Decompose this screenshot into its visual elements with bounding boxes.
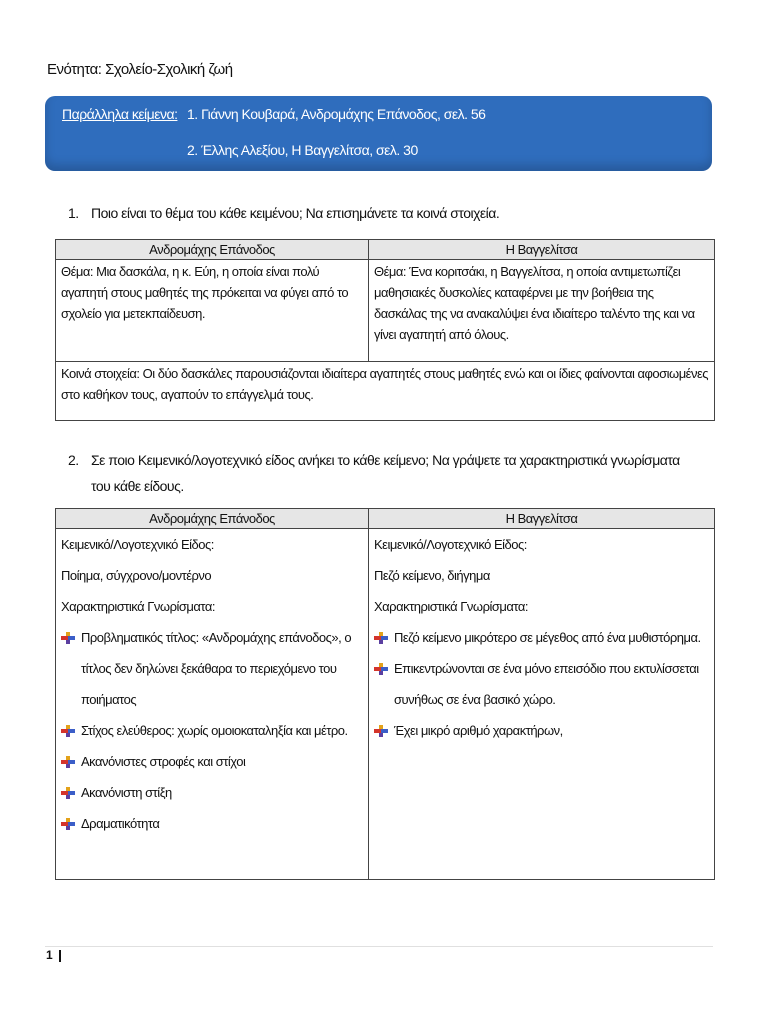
column-header: Ανδρομάχης Επάνοδος xyxy=(56,240,369,260)
theme-table xyxy=(55,239,715,421)
multicolor-plus-bullet-icon xyxy=(61,756,75,768)
genre-cell-right xyxy=(369,529,715,880)
column-header: Η Βαγγελίτσα xyxy=(369,509,715,529)
feature-text: Ακανόνιστη στίξη xyxy=(81,785,172,800)
theme-cell: Θέμα: Μια δασκάλα, η κ. Εύη, η οποία είναι πολύ αγαπητή στους μαθητές της πρόκειται να φύγει από το σχολείο για μετεκπαίδευση. xyxy=(61,264,349,321)
list-item xyxy=(61,808,363,839)
feature-text: Έχει μικρό αριθμό χαρακτήρων, xyxy=(394,723,563,738)
footer-divider xyxy=(45,946,713,947)
genre-label: Κειμενικό/Λογοτεχνικό Είδος: xyxy=(374,537,527,552)
list-item xyxy=(374,622,709,653)
multicolor-plus-bullet-icon xyxy=(61,725,75,737)
theme-cell: Θέμα: Ένα κοριτσάκι, η Βαγγελίτσα, η οποία αντιμετωπίζει μαθησιακές δυσκολίες καταφέρνει με την βοήθεια της δασκάλας της να ανακαλύψει ένα ιδιαίτερο ταλέντο της και να γίνει αγαπητή από όλους. xyxy=(374,264,695,342)
multicolor-plus-bullet-icon xyxy=(61,818,75,830)
multicolor-plus-bullet-icon xyxy=(61,787,75,799)
genre-cell-left xyxy=(56,529,369,880)
list-item xyxy=(61,746,363,777)
banner-label: Παράλληλα κείμενα: xyxy=(62,106,178,122)
question-text: Ποιο είναι το θέμα του κάθε κειμένου; Να επισημάνετε τα κοινά στοιχεία. xyxy=(91,205,500,221)
question-number: 1. xyxy=(68,205,79,221)
genre-table xyxy=(55,508,715,880)
feature-text: Δραματικότητα xyxy=(81,816,160,831)
feature-text: Στίχος ελεύθερος: χωρίς ομοιοκαταληξία και μέτρο. xyxy=(81,723,348,738)
list-item xyxy=(61,777,363,808)
question-text: Σε ποιο Κειμενικό/λογοτεχνικό είδος ανήκει το κάθε κείμενο; Να γράψετε τα χαρακτηριστικά γνωρίσματα του κάθε είδους. xyxy=(91,452,680,494)
genre-value: Πεζό κείμενο, διήγημα xyxy=(374,568,490,583)
feature-text: Προβληματικός τίτλος: «Ανδρομάχης επάνοδος», ο τίτλος δεν δηλώνει ξεκάθαρα το περιεχόμενο του ποιήματος xyxy=(81,630,352,707)
column-header: Η Βαγγελίτσα xyxy=(369,240,715,260)
unit-title: Ενότητα: Σχολείο-Σχολική ζωή xyxy=(47,61,233,78)
list-item xyxy=(61,715,363,746)
page-number-separator xyxy=(59,950,61,962)
multicolor-plus-bullet-icon xyxy=(374,632,388,644)
list-item xyxy=(374,653,709,715)
column-header: Ανδρομάχης Επάνοδος xyxy=(56,509,369,529)
genre-label: Κειμενικό/Λογοτεχνικό Είδος: xyxy=(61,537,214,552)
list-item xyxy=(374,715,709,746)
banner-text-2: 2. Έλλης Αλεξίου, Η Βαγγελίτσα, σελ. 30 xyxy=(187,142,418,158)
genre-value: Ποίημα, σύγχρονο/μοντέρνο xyxy=(61,568,212,583)
multicolor-plus-bullet-icon xyxy=(374,725,388,737)
multicolor-plus-bullet-icon xyxy=(374,663,388,675)
feature-text: Ακανόνιστες στροφές και στίχοι xyxy=(81,754,246,769)
banner-text-1: 1. Γιάννη Κουβαρά, Ανδρομάχης Επάνοδος, σελ. 56 xyxy=(187,106,486,122)
multicolor-plus-bullet-icon xyxy=(61,632,75,644)
page-number: 1 xyxy=(46,948,53,962)
feature-text: Πεζό κείμενο μικρότερο σε μέγεθος από ένα μυθιστόρημα. xyxy=(394,630,701,645)
features-label: Χαρακτηριστικά Γνωρίσματα: xyxy=(374,599,528,614)
common-elements-cell: Κοινά στοιχεία: Οι δύο δασκάλες παρουσιάζονται ιδιαίτερα αγαπητές στους μαθητές ενώ και οι ίδιες φαίνονται αφοσιωμένες στο καθήκον τους, αγαπούν το επάγγελμά τους. xyxy=(61,366,709,402)
question-number: 2. xyxy=(68,452,79,468)
list-item xyxy=(61,622,363,715)
feature-text: Επικεντρώνονται σε ένα μόνο επεισόδιο που εκτυλίσσεται συνήθως σε ένα βασικό χώρο. xyxy=(394,661,699,707)
features-label: Χαρακτηριστικά Γνωρίσματα: xyxy=(61,599,215,614)
parallel-texts-banner xyxy=(45,96,712,171)
